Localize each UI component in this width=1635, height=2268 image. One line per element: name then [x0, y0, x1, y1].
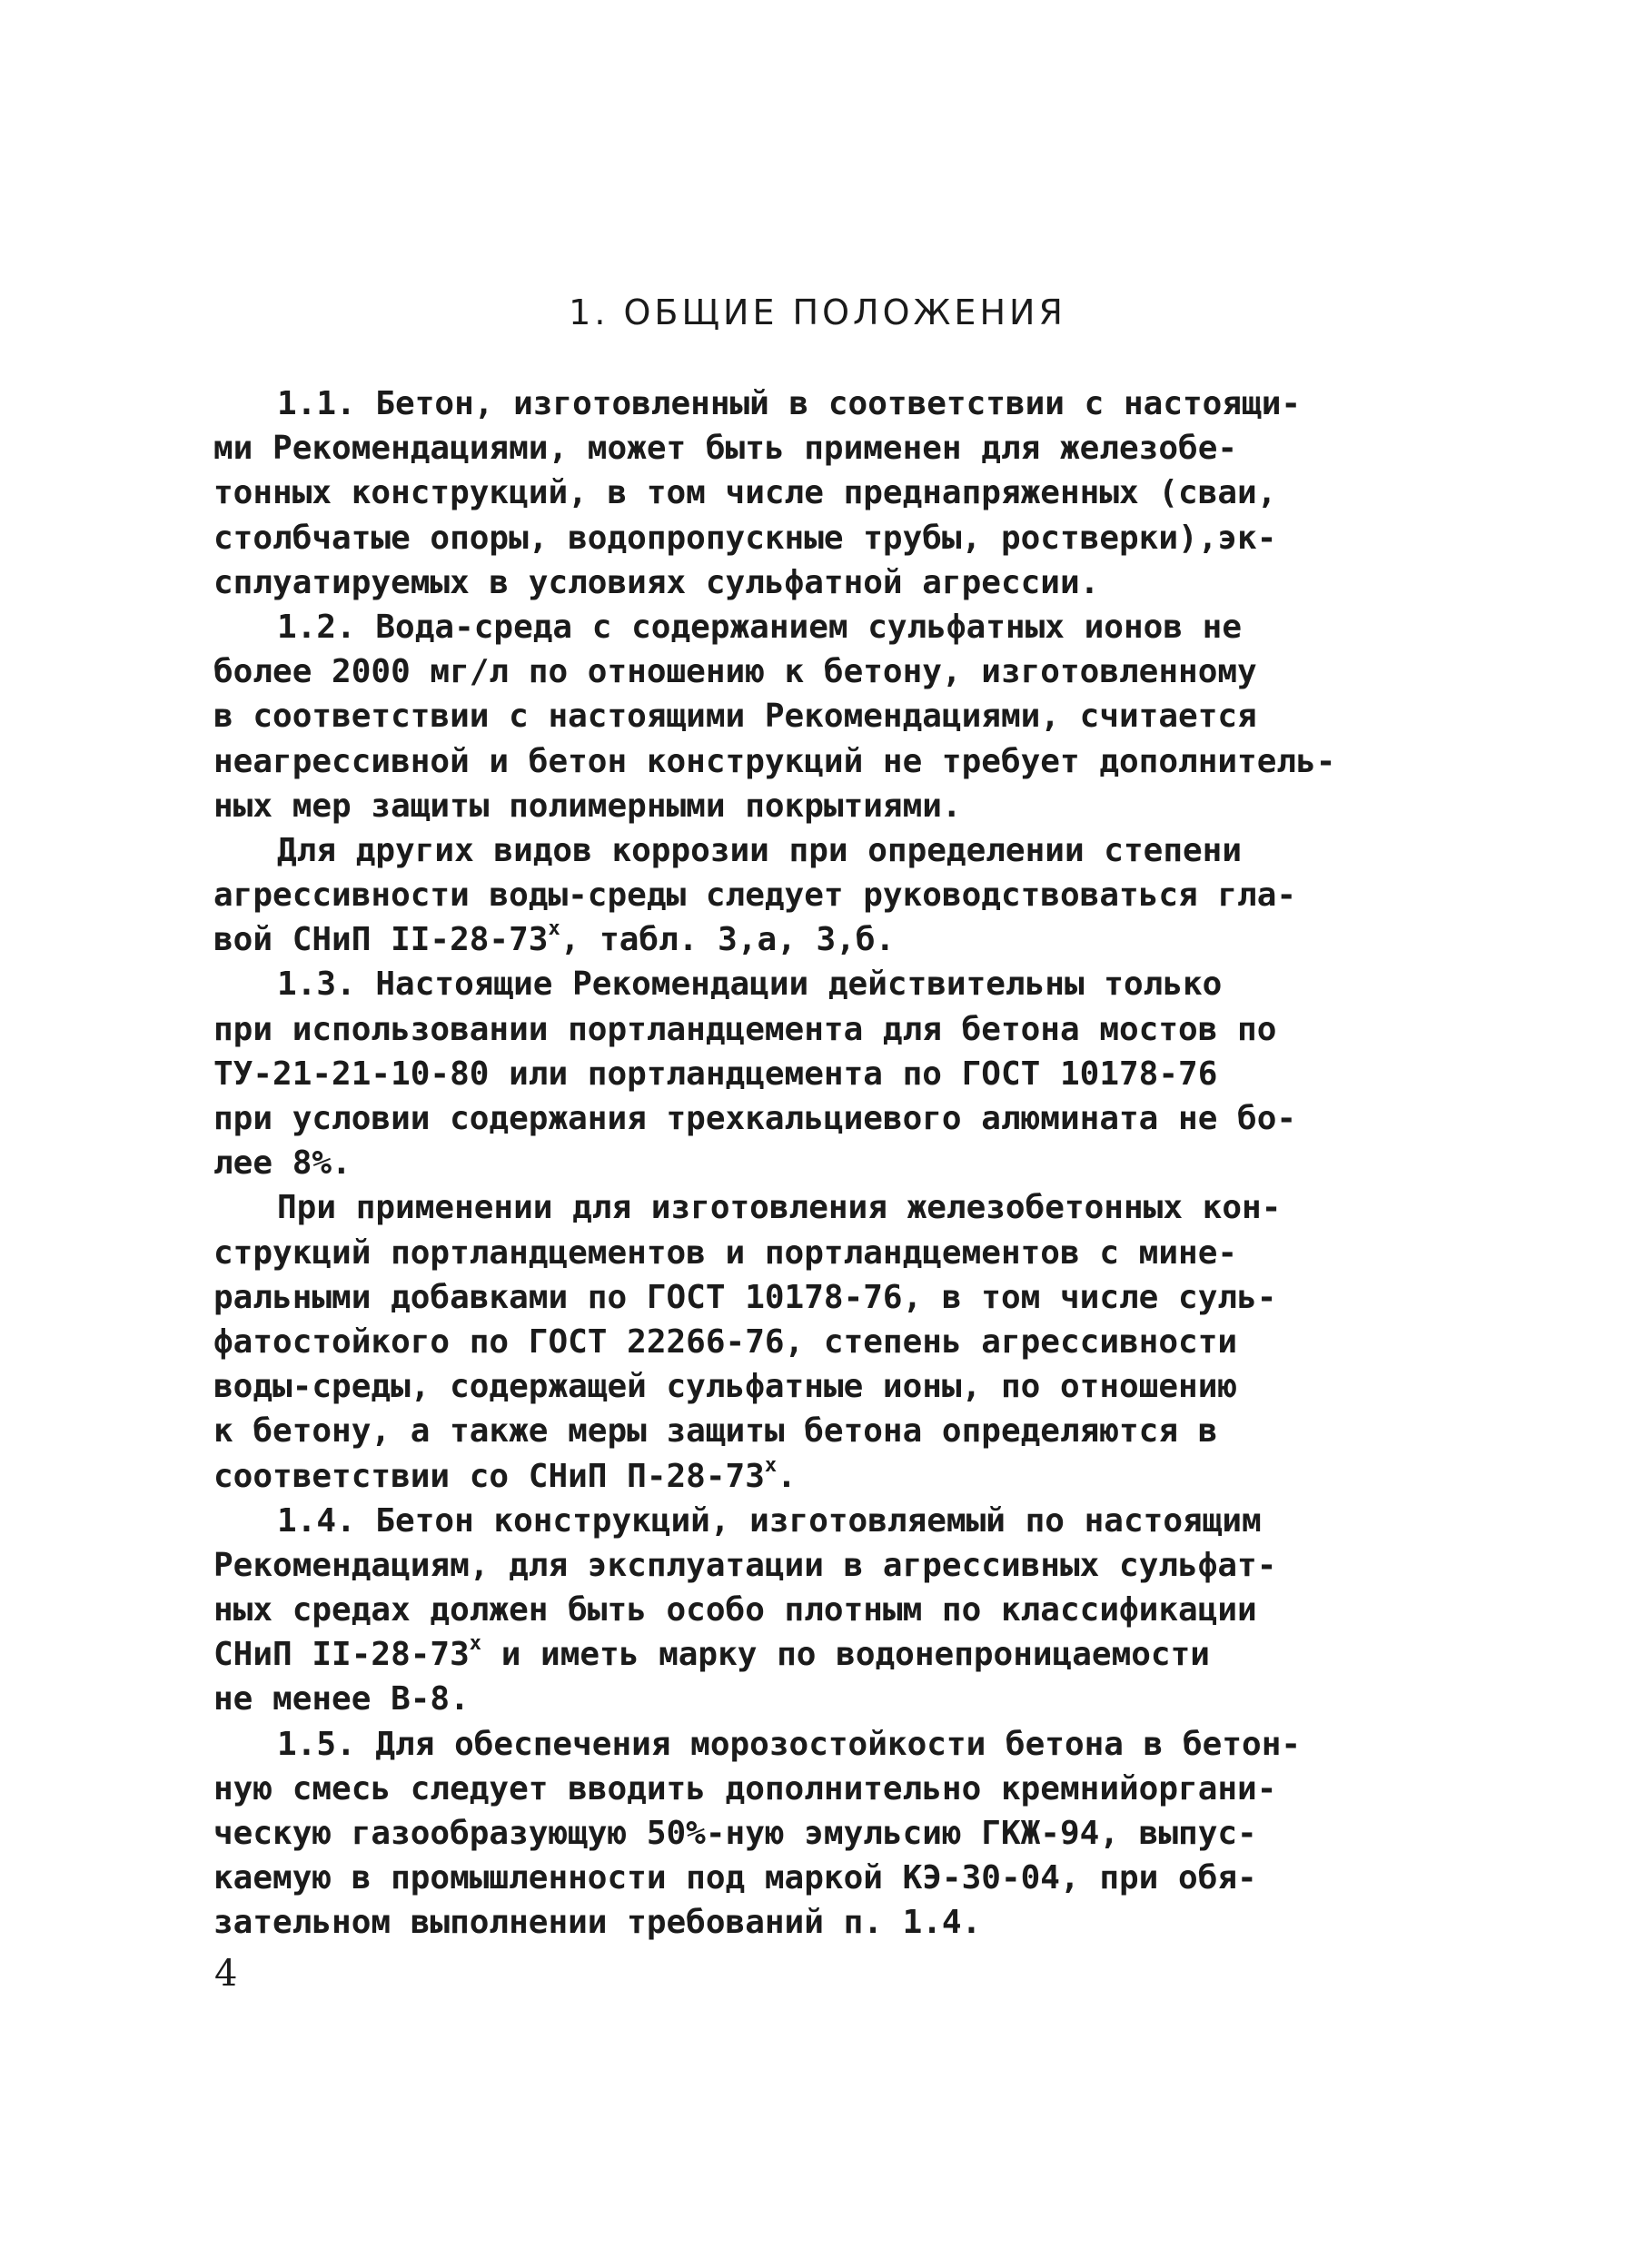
text-line [213, 1052, 1462, 1096]
text-line [213, 1275, 1462, 1320]
text-line [213, 560, 1462, 605]
text-line-continuation: и иметь марку по водонепроницаемости [481, 1636, 1210, 1674]
text-line [213, 1364, 1462, 1409]
text-line [213, 1811, 1462, 1856]
text-line-content: 1.3. Настоящие Рекомендации действительны только [277, 966, 1223, 1004]
text-line-content: при условии содержания трехкальциевого алюмината не бо- [213, 1100, 1297, 1137]
text-line-content: ТУ-21-21-10-80 или портландцемента по ГОСТ 10178-76 [213, 1055, 1218, 1093]
text-line [213, 1856, 1462, 1900]
text-line [213, 917, 1462, 962]
text-line [213, 1722, 1462, 1767]
text-line-content: фатостойкого по ГОСТ 22266-76, степень агрессивности [213, 1322, 1238, 1361]
text-line [213, 784, 1462, 828]
text-line [213, 694, 1462, 738]
text-line-content: неагрессивной и бетон конструкций не требует дополнитель- [213, 742, 1336, 780]
text-line-continuation: . [777, 1457, 797, 1495]
text-line [213, 873, 1462, 917]
text-line [213, 1231, 1462, 1275]
superscript-mark: х [764, 1453, 778, 1477]
text-line-content: 1.2. Вода-среда с содержанием сульфатных ионов не [277, 608, 1243, 646]
text-line-content: каемую в промышленности под маркой КЭ-30-04, при обя- [213, 1859, 1257, 1897]
text-line-content: 1.1. Бетон, изготовленный в соответствии с настоящи- [277, 385, 1302, 422]
text-line-content: при использовании портландцемента для бетона мостов по [213, 1010, 1277, 1048]
text-line-content: ческую газообразующую 50%-ную эмульсию ГКЖ-94, выпус- [213, 1815, 1257, 1852]
text-line-content: сплуатируемых в условиях сульфатной агрессии. [213, 563, 1100, 601]
text-line [213, 1677, 1462, 1721]
text-line-content: струкций портландцементов и портландцементов с мине- [213, 1233, 1238, 1272]
text-line-content: столбчатые опоры, водопропускные трубы, ростверки),эк- [213, 519, 1277, 557]
text-line-content: более 2000 мг/л по отношению к бетону, изготовленному [213, 653, 1257, 691]
text-line [213, 828, 1462, 873]
text-line [213, 1185, 1462, 1230]
text-line [213, 1096, 1462, 1141]
text-line [213, 381, 1462, 426]
text-line-content: не менее В-8. [213, 1680, 470, 1718]
text-line-content: Рекомендациям, для эксплуатации в агрессивных сульфат- [213, 1546, 1277, 1584]
text-line [213, 739, 1462, 784]
text-line-content: 1.4. Бетон конструкций, изготовляемый по настоящим [277, 1501, 1262, 1540]
text-line-content: лее 8%. [213, 1144, 352, 1183]
superscript-mark: х [548, 917, 560, 941]
text-line [213, 1499, 1462, 1543]
text-line [213, 649, 1462, 694]
text-line [213, 1320, 1462, 1364]
text-line-content: 1.5. Для обеспечения морозостойкости бетона в бетон- [277, 1725, 1302, 1763]
text-line [213, 1632, 1462, 1677]
text-line [213, 1588, 1462, 1632]
text-line-content: ми Рекомендациями, может быть применен для железобе- [213, 430, 1238, 468]
section-heading: 1. ОБЩИЕ ПОЛОЖЕНИЯ [569, 292, 1066, 332]
text-line-content: СНиП II-28-73 [213, 1636, 470, 1674]
text-line-content: При применении для изготовления железобетонных кон- [277, 1189, 1282, 1227]
text-line-content: к бетону, а также меры защиты бетона определяются в [213, 1412, 1218, 1451]
text-line [213, 605, 1462, 649]
text-line-content: тонных конструкций, в том числе преднапряженных (сваи, [213, 474, 1277, 512]
text-line-continuation: , табл. 3,а, 3,б. [560, 921, 896, 959]
text-line-content: соответствии со СНиП П-28-73 [213, 1457, 765, 1495]
text-line-content: воды-среды, содержащей сульфатные ионы, по отношению [213, 1368, 1238, 1406]
text-line-content: вой СНиП II-28-73 [213, 921, 549, 959]
text-line [213, 1141, 1462, 1185]
text-line [213, 470, 1462, 515]
text-line-content: Для других видов коррозии при определении степени [277, 831, 1243, 869]
text-line [213, 426, 1462, 470]
text-line [213, 1543, 1462, 1588]
text-line [213, 1767, 1462, 1811]
text-line-content: ных мер защиты полимерными покрытиями. [213, 787, 962, 825]
text-line-content: ральными добавками по ГОСТ 10178-76, в том числе суль- [213, 1278, 1277, 1316]
text-line [213, 1454, 1462, 1499]
text-line [213, 1409, 1462, 1453]
text-line [213, 1900, 1462, 1945]
text-line-content: агрессивности воды-среды следует руководствоваться гла- [213, 876, 1297, 915]
section-body [213, 381, 1462, 1946]
superscript-mark: х [469, 1632, 482, 1656]
text-line [213, 962, 1462, 1006]
text-line [213, 1007, 1462, 1052]
text-line-content: ных средах должен быть особо плотным по классификации [213, 1591, 1257, 1629]
page-number: 4 [214, 1953, 238, 1995]
text-line-content: ную смесь следует вводить дополнительно кремнийоргани- [213, 1769, 1277, 1807]
text-line-content: в соответствии с настоящими Рекомендациями, считается [213, 698, 1257, 736]
text-line-content: зательном выполнении требований п. 1.4. [213, 1904, 982, 1942]
text-line [213, 516, 1462, 560]
